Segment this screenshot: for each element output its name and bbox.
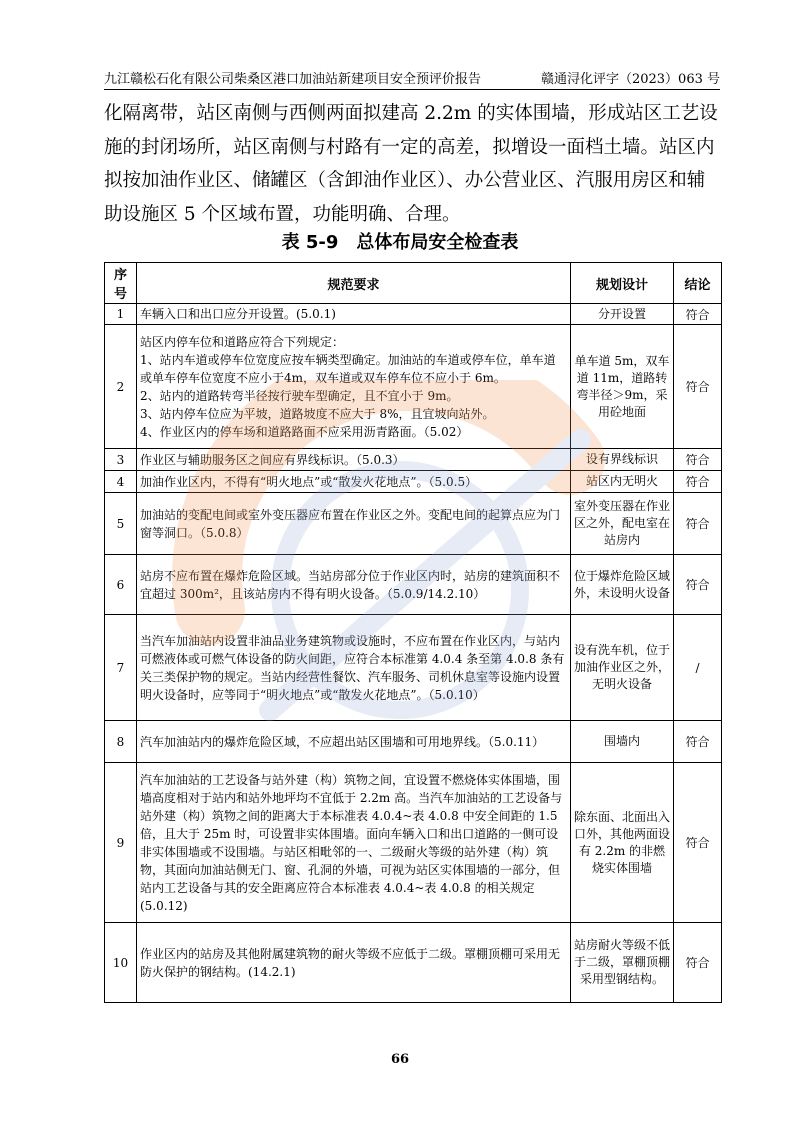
row-result: 符合 [674,471,722,493]
row-requirement [137,923,571,1003]
requirement-line: 车辆入口和出口应分开设置。(5.0.1) [140,307,336,321]
table-row [105,923,722,1003]
requirement-line: 当汽车加油站内设置非油品业务建筑物或设施时，不应布置在作业区内，与站内可燃液体或可燃气体设备的防火间距，应符合本标准第 4.0.4 条至第 4.0.8 条有关三类保护物的规定。当站内经营性餐饮、汽车服务、司机休息室等设施内设置明火设备时，应等同于“明火地点”或“散发火花地点”。（5.0.10） [140,633,565,702]
row-no: 4 [105,471,137,493]
row-no: 8 [105,721,137,763]
table-row [105,721,722,763]
row-result: 符合 [674,763,722,923]
intro-line: 施的封闭场所，站区南侧与村路有一定的高差，拟增设一面档土墙。站区内 [104,136,715,158]
row-result: 符合 [674,304,722,325]
table-row [105,615,722,721]
row-design: 室外变压器在作业区之外，配电室在站房内 [571,493,674,555]
row-no: 1 [105,304,137,325]
row-requirement [137,763,571,923]
row-result: 符合 [674,721,722,763]
requirement-line: 汽车加油站的工艺设备与站外建（构）筑物之间，宜设置不燃烧体实体围墙，围墙高度相对于站内和站外地坪均不宜低于 2.2m 高。当汽车加油站的工艺设备与站外建（构）筑物之间的距离大于本标准表 4.0.4~表 4.0.8 中安全间距的 1.5 倍，且大于 25m 时，可设置非实体围墙。面向车辆入口和出口道路的一侧可设非实体围墙或不设围墙。与站区相毗邻的一、二级耐火等级的站外建（构）筑物，其面向加油站侧无门、窗、孔洞的外墙，可视为站区实体围墙的一部分，但站内工艺设备与其的安全距离应符合本标准表 4.0.4~表 4.0.8 的相关规定(5.0.12) [140,772,563,913]
header-design: 规划设计 [571,263,674,304]
row-no: 5 [105,493,137,555]
requirement-line: 1、站内车道或停车位宽度应按车辆类型确定。加油站的车道或停车位，单车道或单车停车位宽度不应小于4m，双车道或双车停车位不应小于 6m。 [140,352,556,385]
row-no: 10 [105,923,137,1003]
row-requirement [137,304,571,325]
row-design: 设有洗车机，位于加油作业区之外，无明火设备 [571,615,674,721]
row-design: 除东面、北面出入口外，其他两面设有 2.2m 的非燃烧实体围墙 [571,763,674,923]
row-design: 站房耐火等级不低于二级，罩棚顶棚采用型钢结构。 [571,923,674,1003]
page-number: 66 [390,1052,410,1067]
table-row [105,304,722,325]
requirement-line: 加油作业区内，不得有“明火地点”或“散发火花地点”。（5.0.5） [140,474,478,489]
table-row [105,471,722,493]
row-result: 符合 [674,325,722,449]
intro-paragraph [104,97,724,231]
row-design: 单车道 5m，双车道 11m，道路转弯半径＞9m，采用砼地面 [571,325,674,449]
intro-line: 助设施区 5 个区域布置，功能明确、合理。 [104,203,461,225]
row-design: 围墙内 [571,721,674,763]
requirement-line: 站房不应布置在爆炸危险区域。当站房部分位于作业区内时，站房的建筑面积不宜超过 300m²，且该站房内不得有明火设备。（5.0.9/14.2.10） [140,568,561,601]
requirement-line: 加油站的变配电间或室外变压器应布置在作业区之外。变配电间的起算点应为门窗等洞口。（5.0.8） [140,507,561,540]
table-header-row [105,263,722,304]
row-design: 分开设置 [571,304,674,325]
row-requirement [137,721,571,763]
requirement-line: 作业区内的站房及其他附属建筑物的耐火等级不应低于二级。罩棚顶棚可采用无防火保护的钢结构。(14.2.1) [140,946,561,979]
row-result: 符合 [674,923,722,1003]
requirement-line: 2、站内的道路转弯半径按行驶车型确定，且不宜小于 9m。 [140,388,459,403]
table-title: 表 5-9 总体布局安全检查表 [281,232,519,253]
table-row [105,449,722,471]
row-design: 设有界线标识 [571,449,674,471]
row-requirement [137,325,571,449]
header-no: 序号 [105,263,137,304]
requirement-line: 作业区与辅助服务区之间应有界线标识。（5.0.3） [140,452,405,467]
row-result: 符合 [674,555,722,615]
row-no: 6 [105,555,137,615]
row-requirement [137,449,571,471]
header-doc-number: 赣通浔化评字（2023）063 号 [540,72,720,87]
requirement-line: 站区内停车位和道路应符合下列规定： [140,334,345,349]
row-requirement [137,471,571,493]
header-requirement: 规范要求 [137,263,571,304]
requirement-line: 汽车加油站内的爆炸危险区域，不应超出站区围墙和可用地界线。（5.0.11） [140,734,545,749]
row-no: 3 [105,449,137,471]
header-company: 九江赣松石化有限公司柴桑区港口加油站新建项目安全预评价报告 [104,72,482,87]
table-row [105,325,722,449]
header-rule [104,89,720,90]
layout-safety-checklist-table [104,262,722,1003]
row-result: / [674,615,722,721]
row-design: 站区内无明火 [571,471,674,493]
row-no: 7 [105,615,137,721]
table-row [105,493,722,555]
row-requirement [137,555,571,615]
row-result: 符合 [674,493,722,555]
page-header [104,68,720,88]
table-row [105,763,722,923]
row-requirement [137,493,571,555]
row-no: 2 [105,325,137,449]
row-result: 符合 [674,449,722,471]
requirement-line: 4、作业区内的停车场和道路路面不应采用沥青路面。（5.02） [140,424,469,439]
header-result: 结论 [674,263,722,304]
row-requirement [137,615,571,721]
row-no: 9 [105,763,137,923]
intro-line: 化隔离带，站区南侧与西侧两面拟建高 2.2m 的实体围墙，形成站区工艺设 [104,103,718,124]
row-design: 位于爆炸危险区域外，未设明火设备 [571,555,674,615]
intro-line: 拟按加油作业区、储罐区（含卸油作业区）、办公营业区、汽服用房区和辅 [104,170,706,191]
requirement-line: 3、站内停车位应为平坡，道路坡度不应大于 8%，且宜坡向站外。 [140,406,495,421]
table-row [105,555,722,615]
